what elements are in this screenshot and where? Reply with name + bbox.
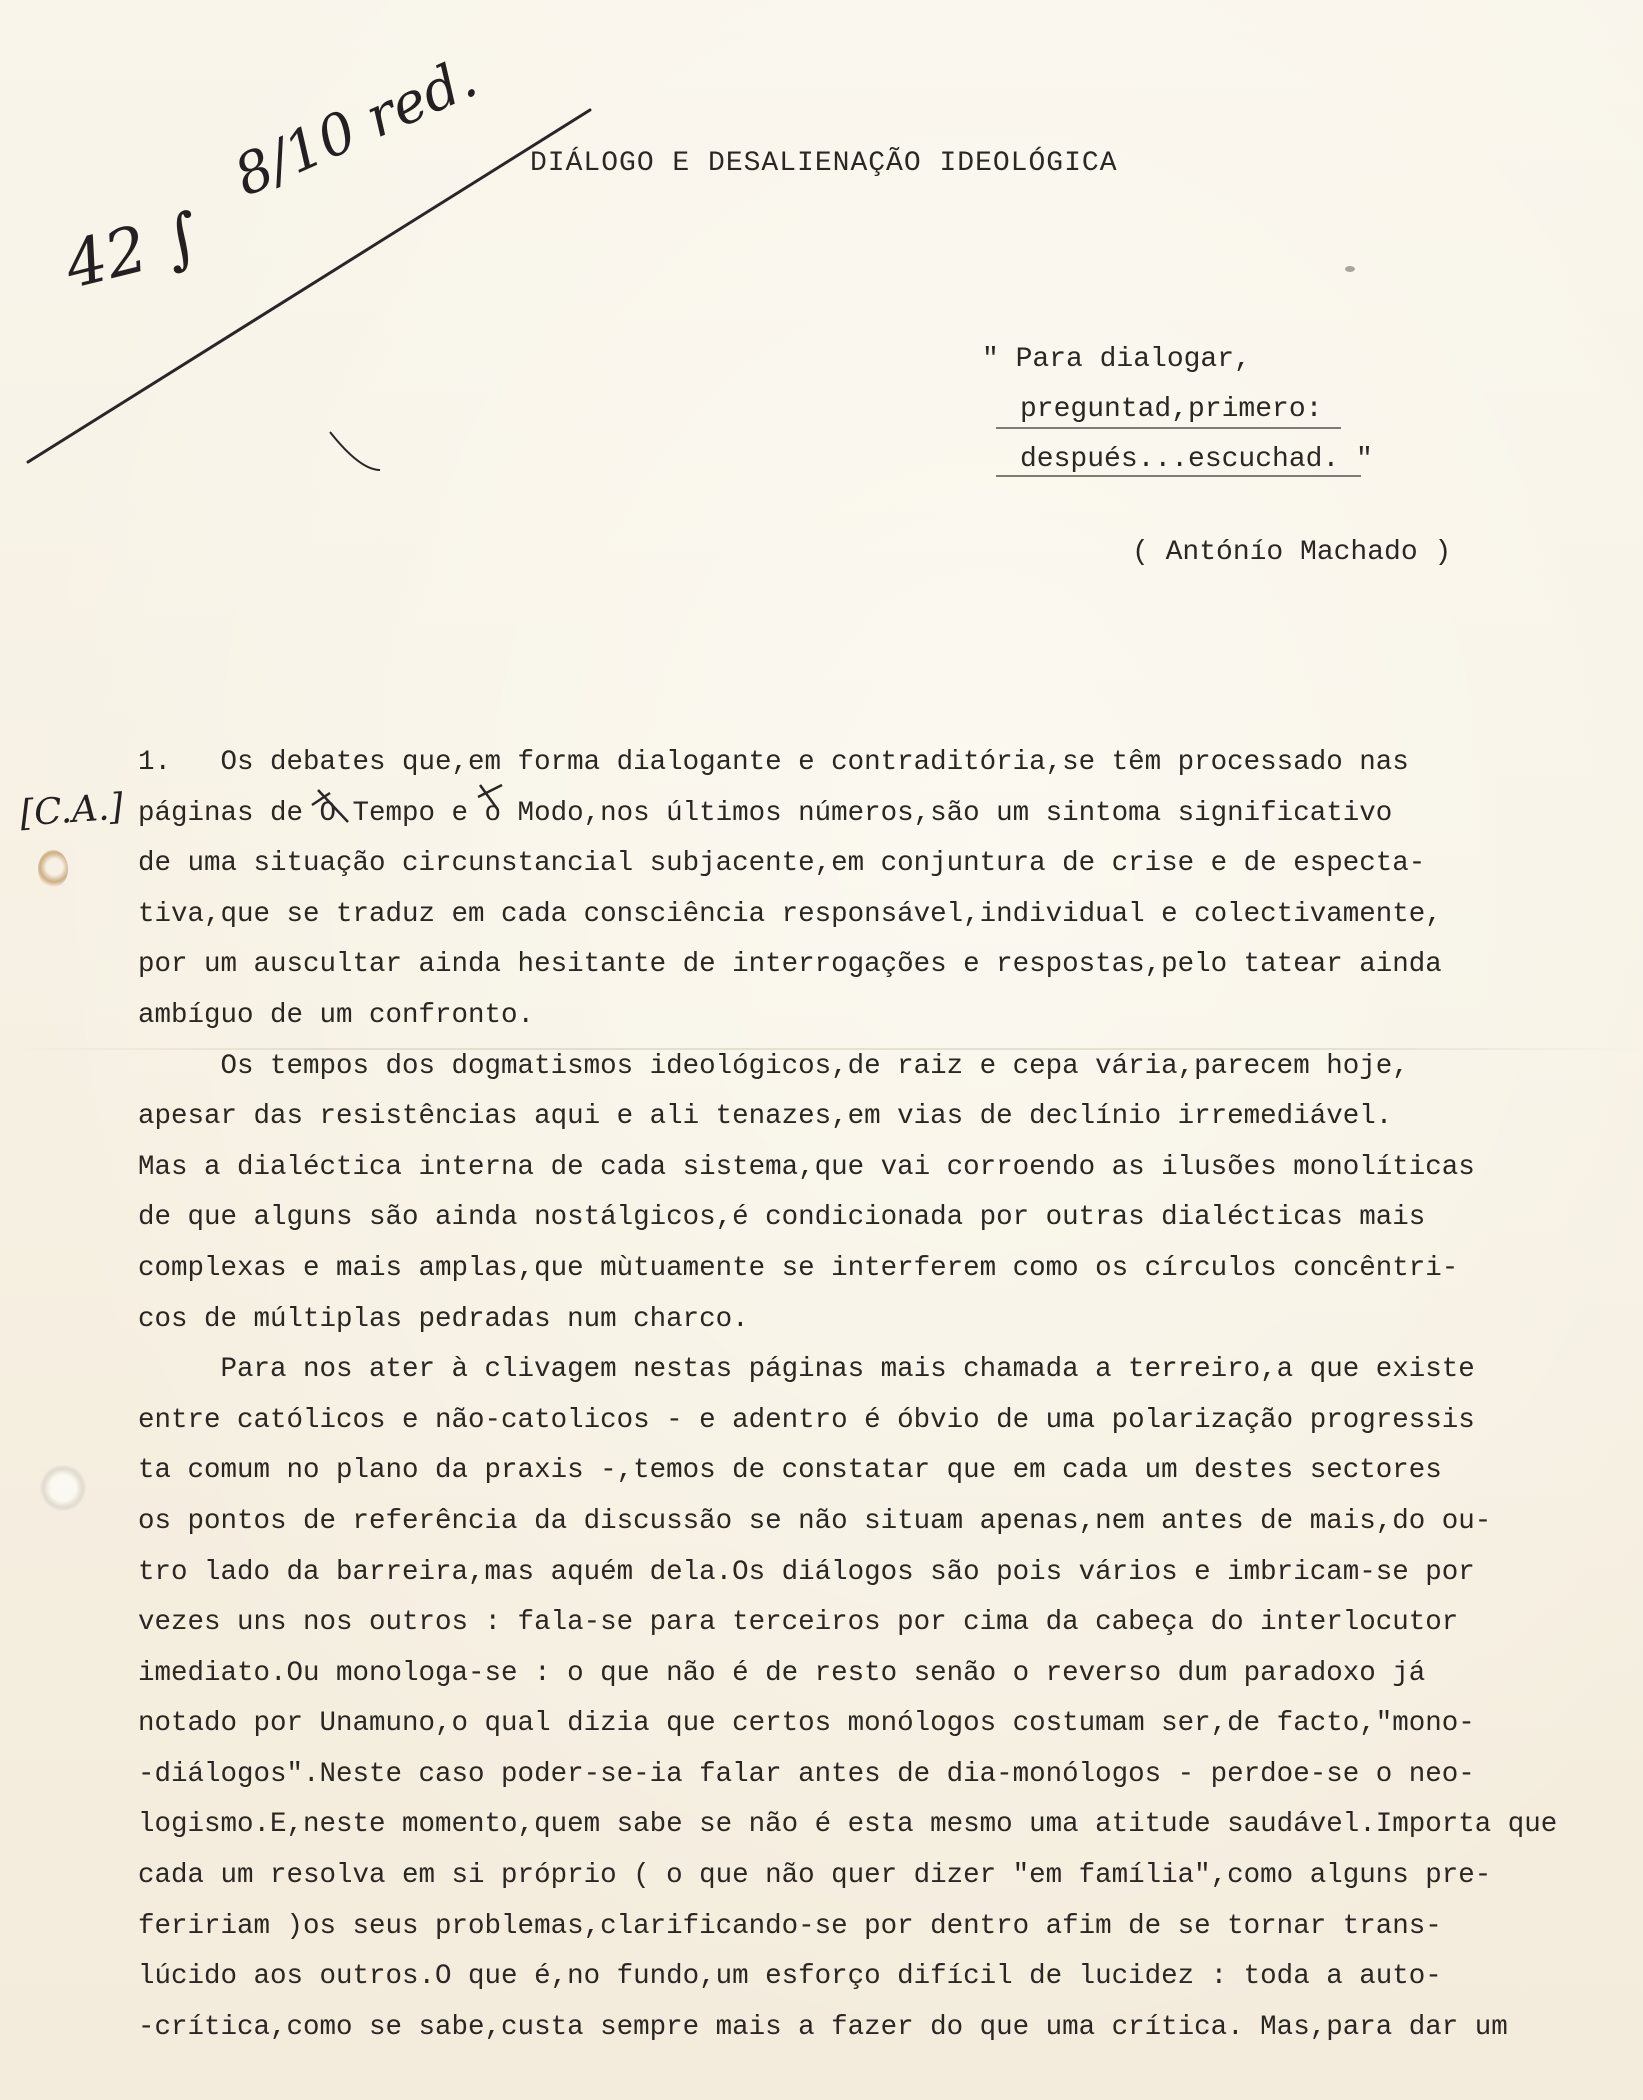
text-line: 1. Os debates que,em forma dialogante e contraditória,se têm processado nas: [138, 747, 1409, 778]
paragraph-3: [138, 1345, 1598, 2053]
rust-stain: [38, 850, 68, 888]
text-line: de uma situação circunstancial subjacente,em conjuntura de crise e de especta-: [138, 848, 1426, 880]
text-line: os pontos de referência da discussão se não situam apenas,nem antes de mais,do ou-: [138, 1505, 1492, 1537]
text-line: Para nos ater à clivagem nestas páginas mais chamada a terreiro,a que existe: [138, 1354, 1475, 1386]
text-line: cos de múltiplas pedradas num charco.: [138, 1303, 749, 1335]
punch-hole: [40, 1465, 86, 1511]
text-line: vezes uns nos outros : fala-se para terceiros por cima da cabeça do interlocutor: [138, 1607, 1459, 1639]
text-line: feririam )os seus problemas,clarificando-se por dentro afim de se tornar trans-: [138, 1910, 1442, 1942]
epigraph-underline: [996, 427, 1341, 429]
text-line: tiva,que se traduz em cada consciência responsável,individual e colectivamente,: [138, 898, 1442, 930]
text-line: imediato.Ou monologa-se : o que não é de resto senão o reverso dum paradoxo já: [138, 1657, 1426, 1689]
epigraph-attribution: ( Antónío Machado ): [1132, 537, 1452, 568]
handwritten-number: 42 ∫: [58, 199, 208, 304]
text-line: Os tempos dos dogmatismos ideológicos,de raiz e cepa vária,parecem hoje,: [138, 1050, 1409, 1082]
epigraph-line: preguntad,primero:: [1020, 394, 1323, 425]
document-title: DIÁLOGO E DESALIENAÇÃO IDEOLÓGICA: [530, 148, 1118, 179]
body-text: [138, 738, 1598, 2053]
text-line: -crítica,como se sabe,custa sempre mais a fazer do que uma crítica. Mas,para dar um: [138, 2011, 1508, 2043]
text-line: cada um resolva em si próprio ( o que não quer dizer "em família",como alguns pre-: [138, 1860, 1492, 1892]
text-line: tro lado da barreira,mas aquém dela.Os diálogos são pois vários e imbricam-se por: [138, 1556, 1475, 1588]
text-line: complexas e mais amplas,que mùtuamente se interferem como os círculos concêntri-: [138, 1252, 1459, 1284]
handwritten-date: 8/10 red.: [225, 45, 487, 210]
text-line: lúcido aos outros.O que é,no fundo,um esforço difícil de lucidez : toda a auto-: [138, 1961, 1442, 1993]
text-line: páginas de O Tempo e o Modo,nos últimos números,são um sintoma significativo: [138, 797, 1393, 829]
text-line: por um auscultar ainda hesitante de interrogações e respostas,pelo tatear ainda: [138, 949, 1442, 981]
epigraph-line: " Para dialogar,: [982, 344, 1251, 375]
margin-annotation: [C.A.]: [18, 786, 125, 835]
paragraph-2: [138, 1042, 1598, 1346]
text-line: apesar das resistências aqui e ali tenazes,em vias de declínio irremediável.: [138, 1101, 1393, 1133]
text-line: de que alguns são ainda nostálgicos,é condicionada por outras dialécticas mais: [138, 1202, 1426, 1234]
text-line: -diálogos".Neste caso poder-se-ia falar antes de dia-monólogos - perdoe-se o neo-: [138, 1758, 1475, 1790]
epigraph-underline: [996, 475, 1361, 477]
text-line: notado por Unamuno,o qual dizia que certos monólogos costumam ser,de facto,"mono-: [138, 1708, 1475, 1740]
epigraph: [982, 335, 1373, 485]
paragraph-1: [138, 738, 1598, 1042]
epigraph-line: después...escuchad. ": [1020, 444, 1373, 475]
text-line: ta comum no plano da praxis -,temos de constatar que em cada um destes sectores: [138, 1455, 1442, 1487]
text-line: Mas a dialéctica interna de cada sistema,que vai corroendo as ilusões monolíticas: [138, 1151, 1475, 1183]
text-line: entre católicos e não-catolicos - e adentro é óbvio de uma polarização progressis: [138, 1404, 1475, 1436]
text-line: ambíguo de um confronto.: [138, 999, 535, 1031]
paper-speck: [1345, 266, 1355, 272]
text-line: logismo.E,neste momento,quem sabe se não é esta mesmo uma atitude saudável.Importa que: [138, 1809, 1558, 1841]
